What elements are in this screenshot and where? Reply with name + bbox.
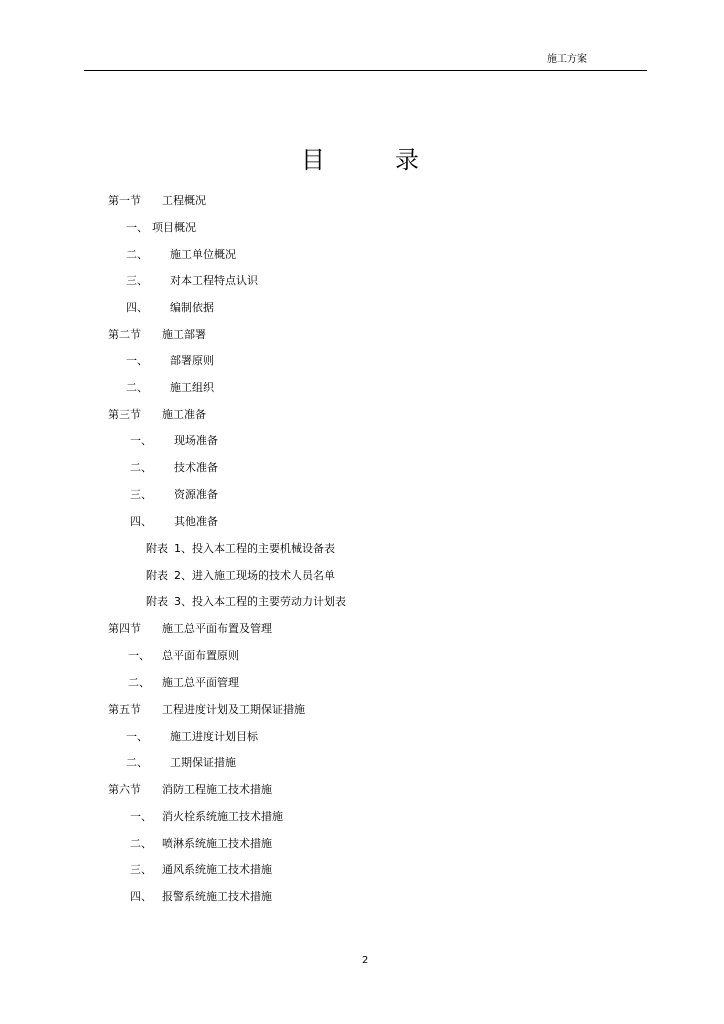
toc-label: 二、 [130,837,152,850]
toc-section-4[interactable] [0,622,724,636]
toc-item[interactable] [0,837,724,851]
toc-label: 第六节 [108,783,141,796]
toc-text: 工程进度计划及工期保证措施 [162,703,305,716]
toc-label: 二、 [126,756,148,769]
toc-label: 第二节 [108,328,141,341]
toc-label: 第五节 [108,703,141,716]
toc-text: 对本工程特点认识 [170,274,258,287]
toc-item[interactable] [0,730,724,744]
toc-label: 三、 [126,274,148,287]
toc-text: 工程概况 [162,194,206,207]
toc-label: 一、 [130,434,152,447]
toc-text: 喷淋系统施工技术措施 [162,837,272,850]
toc-text: 技术准备 [174,461,218,474]
toc-text: 编制依据 [170,301,214,314]
toc-item[interactable] [0,274,724,288]
toc-text: 施工总平面布置及管理 [162,622,272,635]
toc-label: 一、 [130,810,152,823]
toc-appendix[interactable] [0,542,724,556]
toc-text: 施工组织 [170,381,214,394]
toc-item[interactable] [0,890,724,904]
toc-item[interactable] [0,301,724,315]
toc-item[interactable] [0,863,724,877]
toc-label: 第一节 [108,194,141,207]
toc-appendix[interactable] [0,569,724,583]
toc-label: 附表 [146,569,168,582]
toc-text: 项目概况 [152,221,196,234]
toc-appendix[interactable] [0,595,724,609]
toc-label: 附表 [146,595,168,608]
toc-text: 资源准备 [174,488,218,501]
toc-text: 通风系统施工技术措施 [162,863,272,876]
header-text: 施工方案 [547,54,587,65]
toc-item[interactable] [0,649,724,663]
toc-section-6[interactable] [0,783,724,797]
toc-item[interactable] [0,488,724,502]
toc-label: 二、 [128,676,150,689]
toc-text: 部署原则 [170,354,214,367]
toc-label: 第三节 [108,408,141,421]
toc-text: 1、投入本工程的主要机械设备表 [174,542,335,555]
toc-text: 消防工程施工技术措施 [162,783,272,796]
toc-text: 消火栓系统施工技术措施 [162,810,283,823]
toc-label: 一、 [126,730,148,743]
title-char-1: 目 [301,146,325,174]
toc-item[interactable] [0,676,724,690]
toc-section-5[interactable] [0,703,724,717]
toc-label: 三、 [130,488,152,501]
toc-text: 施工准备 [162,408,206,421]
page-number: 2 [362,955,369,966]
toc-section-2[interactable] [0,328,724,342]
toc-label: 四、 [126,301,148,314]
toc-text: 总平面布置原则 [162,649,239,662]
toc-text: 2、进入施工现场的技术人员名单 [174,569,335,582]
toc-item[interactable] [0,810,724,824]
toc-text: 施工进度计划目标 [170,730,258,743]
toc-text: 现场准备 [174,434,218,447]
toc-item[interactable] [0,221,724,235]
toc-text: 报警系统施工技术措施 [162,890,272,903]
toc-label: 四、 [130,515,152,528]
toc-label: 附表 [146,542,168,555]
toc-item[interactable] [0,515,724,529]
toc-label: 一、 [126,221,148,234]
toc-label: 一、 [126,354,148,367]
toc-item[interactable] [0,381,724,395]
toc-label: 二、 [126,248,148,261]
toc-label: 第四节 [108,622,141,635]
toc-label: 四、 [130,890,152,903]
toc-text: 3、投入本工程的主要劳动力计划表 [174,595,346,608]
header-divider [84,70,647,71]
toc-item[interactable] [0,434,724,448]
toc-label: 一、 [128,649,150,662]
toc-text: 施工部署 [162,328,206,341]
toc-item[interactable] [0,756,724,770]
toc-section-3[interactable] [0,408,724,422]
title-char-2: 录 [395,146,419,174]
toc-label: 二、 [130,461,152,474]
toc-text: 工期保证措施 [170,756,236,769]
toc-label: 三、 [130,863,152,876]
toc-text: 施工总平面管理 [162,676,239,689]
toc-item[interactable] [0,248,724,262]
toc-label: 二、 [126,381,148,394]
toc-item[interactable] [0,461,724,475]
toc-text: 其他准备 [174,515,218,528]
toc-item[interactable] [0,354,724,368]
toc-text: 施工单位概况 [170,248,236,261]
toc-section-1[interactable] [0,194,724,208]
